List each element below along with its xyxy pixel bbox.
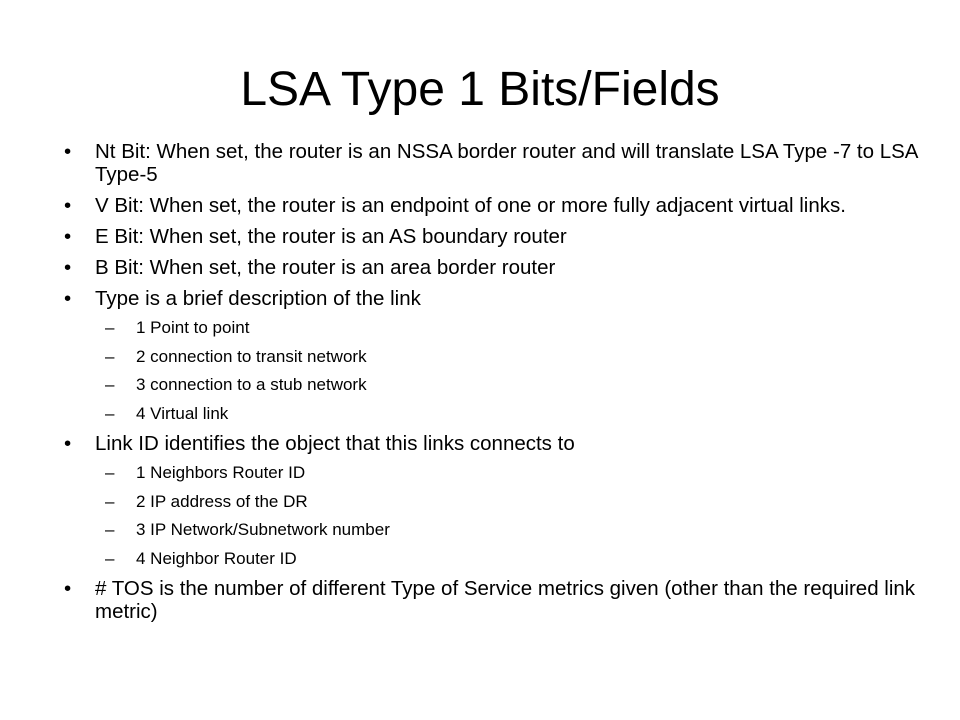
- dash-icon: –: [105, 375, 115, 394]
- bullet-item: [64, 577, 924, 623]
- sub-item: [64, 318, 924, 338]
- sub-item: [64, 549, 924, 569]
- bullet-item: [64, 140, 924, 186]
- sub-list: [64, 463, 924, 569]
- sub-item-text: 1 Neighbors Router ID: [136, 463, 306, 482]
- sub-item-text: 3 IP Network/Subnetwork number: [136, 520, 390, 539]
- dash-icon: –: [105, 520, 115, 539]
- sub-item-text: 2 IP address of the DR: [136, 491, 308, 511]
- bullet-item: [64, 287, 924, 310]
- sub-item-text: 4 Neighbor Router ID: [136, 548, 297, 568]
- sub-item: [64, 347, 924, 367]
- sub-item: [64, 375, 924, 395]
- dash-icon: –: [105, 318, 115, 337]
- bullet-icon: •: [64, 140, 72, 163]
- bullet-icon: •: [64, 287, 72, 310]
- bullet-item: [64, 256, 924, 279]
- bullet-text: B Bit: When set, the router is an area border router: [95, 256, 556, 279]
- bullet-item: [64, 194, 924, 217]
- dash-icon: –: [105, 491, 115, 511]
- sub-item: [64, 492, 924, 512]
- bullet-icon: •: [64, 194, 72, 217]
- bullet-text: Nt Bit: When set, the router is an NSSA border router and will translate LSA Type -7 to LSA Type-5: [95, 140, 918, 186]
- bullet-icon: •: [64, 577, 72, 600]
- slide-body: [64, 140, 924, 631]
- bullet-text: Link ID identifies the object that this links connects to: [95, 432, 575, 455]
- bullet-icon: •: [64, 432, 72, 455]
- bullet-item: [64, 225, 924, 248]
- bullet-icon: •: [64, 225, 72, 248]
- sub-item: [64, 520, 924, 540]
- dash-icon: –: [105, 548, 115, 568]
- sub-item: [64, 463, 924, 483]
- sub-list: [64, 318, 924, 424]
- bullet-text: V Bit: When set, the router is an endpoint of one or more fully adjacent virtual links.: [95, 194, 846, 217]
- slide-title: LSA Type 1 Bits/Fields: [240, 63, 720, 116]
- bullet-text: E Bit: When set, the router is an AS boundary router: [95, 225, 567, 248]
- bullet-text: Type is a brief description of the link: [95, 287, 421, 310]
- sub-item-text: 3 connection to a stub network: [136, 375, 367, 394]
- bullet-item: [64, 432, 924, 455]
- sub-item-text: 2 connection to transit network: [136, 346, 367, 366]
- sub-item-text: 1 Point to point: [136, 318, 250, 337]
- sub-item: [64, 404, 924, 424]
- sub-item-text: 4 Virtual link: [136, 403, 229, 423]
- dash-icon: –: [105, 403, 115, 423]
- dash-icon: –: [105, 463, 115, 482]
- bullet-text: # TOS is the number of different Type of Service metrics given (other than the required link metric): [95, 577, 916, 623]
- bullet-icon: •: [64, 256, 72, 279]
- dash-icon: –: [105, 346, 115, 366]
